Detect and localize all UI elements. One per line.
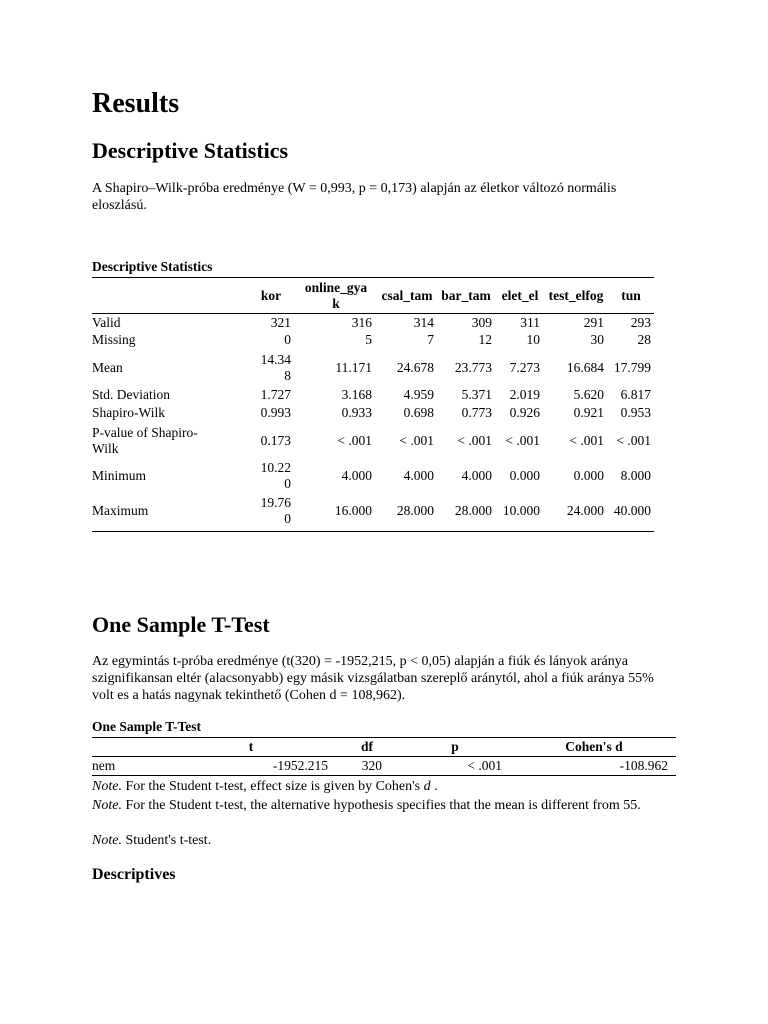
table-cell: 0: [284, 511, 291, 526]
note-prefix: Note.: [92, 833, 122, 848]
table-cell: 1.727: [260, 387, 291, 402]
table-cell: 40.000: [613, 503, 651, 518]
note-tail: .: [430, 779, 438, 794]
table-cell: 314: [413, 315, 434, 330]
table-cell: 7: [427, 332, 434, 347]
table-cell: 4.000: [461, 468, 492, 483]
table-cell: 10.22: [260, 460, 291, 475]
row-label: Mean: [92, 360, 123, 375]
note-text: Student's t-test.: [121, 833, 212, 848]
note-italic-symbol: d: [423, 779, 431, 794]
table-cell: 16.684: [566, 360, 604, 375]
table-cell: 311: [520, 315, 540, 330]
table-cell: 6.817: [620, 387, 651, 402]
table-cell: 0.000: [509, 468, 540, 483]
table-cell: 2.019: [509, 387, 540, 402]
row-label: Shapiro-Wilk: [92, 405, 165, 420]
table-cell: < .001: [569, 433, 604, 448]
table-cell: 16.000: [334, 503, 372, 518]
ttest-col-p: p: [451, 739, 459, 754]
table-cell: 24.678: [396, 360, 434, 375]
table-cell: 11.171: [335, 360, 372, 375]
table-cell: 30: [590, 332, 604, 347]
table-cell: 5.620: [573, 387, 604, 402]
table-cell: < .001: [616, 433, 651, 448]
col-header-online-gyak-1: online_gya: [304, 280, 368, 295]
table-cell: 293: [630, 315, 651, 330]
ttest-row-label: nem: [92, 758, 116, 773]
col-header-tun: tun: [621, 288, 641, 303]
table-cell: < .001: [337, 433, 372, 448]
table-cell: 4.000: [403, 468, 434, 483]
row-label: P-value of Shapiro-: [92, 425, 198, 440]
descriptive-paragraph: A Shapiro–Wilk-próba eredménye (W = 0,993, p = 0,173) alapján az életkor változó normális eloszlású.: [92, 181, 617, 213]
table-cell: 0.933: [341, 405, 372, 420]
table-cell: 0.000: [573, 468, 604, 483]
page-title: Results: [92, 88, 180, 119]
table-cell: 0: [284, 332, 291, 347]
table-cell: 316: [351, 315, 372, 330]
table-cell: 24.000: [566, 503, 604, 518]
ttest-col-cohens-d: Cohen's d: [565, 739, 623, 754]
table-cell: 8.000: [620, 468, 651, 483]
table-header-rule: [92, 313, 654, 314]
row-label: Missing: [92, 332, 136, 347]
table-top-rule: [92, 277, 654, 278]
table-cell: 4.000: [341, 468, 372, 483]
ttest-note-2: [92, 797, 668, 814]
col-header-csal-tam: csal_tam: [381, 288, 433, 303]
table-cell: 0.173: [260, 433, 291, 448]
table-cell: 321: [270, 315, 291, 330]
table-cell: 28: [637, 332, 651, 347]
table-cell: 19.76: [260, 495, 291, 510]
table-cell: 28.000: [396, 503, 434, 518]
table-cell: 10: [526, 332, 540, 347]
table-cell: 0.993: [260, 405, 291, 420]
ttest-bottom-rule: [92, 775, 676, 776]
col-header-test-elfog: test_elfog: [548, 288, 604, 303]
table-cell: 7.273: [509, 360, 540, 375]
table-cell: 23.773: [454, 360, 492, 375]
note-prefix: Note.: [92, 798, 122, 813]
table-cell: 0.698: [403, 405, 434, 420]
col-header-kor: kor: [260, 288, 282, 303]
row-label: Valid: [92, 315, 121, 330]
table-cell: 0.953: [620, 405, 651, 420]
table-bottom-rule: [92, 531, 654, 532]
ttest-col-df: df: [360, 739, 373, 754]
table-cell: < .001: [505, 433, 540, 448]
table-cell: 0.921: [573, 405, 604, 420]
table-cell: 14.34: [260, 352, 291, 367]
table-cell: 0: [284, 476, 291, 491]
table-cell: 3.168: [341, 387, 372, 402]
row-label: Wilk: [92, 441, 119, 456]
ttest-header-rule: [92, 756, 676, 757]
note-prefix: Note.: [92, 779, 122, 794]
table-cell: 17.799: [613, 360, 651, 375]
table-cell: 12: [478, 332, 492, 347]
ttest-value-t: -1952.215: [272, 758, 328, 773]
col-header-elet-el: elet_el: [501, 288, 539, 303]
table-cell: 28.000: [454, 503, 492, 518]
col-header-bar-tam: bar_tam: [441, 288, 491, 303]
table-cell: 309: [471, 315, 492, 330]
table-cell: < .001: [457, 433, 492, 448]
table-cell: < .001: [399, 433, 434, 448]
col-header-online-gyak-2: k: [332, 296, 340, 311]
ttest-top-rule: [92, 737, 676, 738]
row-label: Std. Deviation: [92, 387, 170, 402]
ttest-col-t: t: [248, 739, 254, 754]
ttest-table-caption: One Sample T-Test: [92, 719, 202, 734]
descriptive-table-caption: Descriptive Statistics: [92, 259, 213, 274]
table-cell: 10.000: [502, 503, 540, 518]
table-cell: 291: [583, 315, 604, 330]
note-text: For the Student t-test, the alternative hypothesis specifies that the mean is different from 55.: [121, 798, 641, 813]
ttest-heading: One Sample T-Test: [92, 612, 270, 637]
ttest-note-1: [92, 778, 668, 795]
ttest-value-cohens-d: -108.962: [619, 758, 668, 773]
ttest-value-p: < .001: [467, 758, 502, 773]
ttest-value-df: 320: [361, 758, 382, 773]
ttest-paragraph: Az egymintás t-próba eredménye (t(320) = -1952,215, p < 0,05) alapján a fiúk és lányok aránya szignifikansan eltér (alacsonyabb) egy másik vizsgálatban szereplő aránytól, ahol a fiúk aránya 55% volt es a hatás nagynak tekinthető (Cohen d = 108,962).: [92, 654, 654, 703]
descriptives-heading: Descriptives: [92, 866, 176, 883]
descriptive-statistics-heading: Descriptive Statistics: [92, 138, 289, 163]
row-label: Maximum: [92, 503, 149, 518]
table-cell: 0.926: [509, 405, 540, 420]
table-cell: 5: [365, 332, 372, 347]
ttest-note-3: [92, 832, 668, 849]
table-cell: 8: [284, 368, 291, 383]
note-text: For the Student t-test, effect size is given by Cohen's: [121, 779, 424, 794]
table-cell: 4.959: [403, 387, 434, 402]
table-cell: 0.773: [461, 405, 492, 420]
row-label: Minimum: [92, 468, 147, 483]
table-cell: 5.371: [461, 387, 492, 402]
